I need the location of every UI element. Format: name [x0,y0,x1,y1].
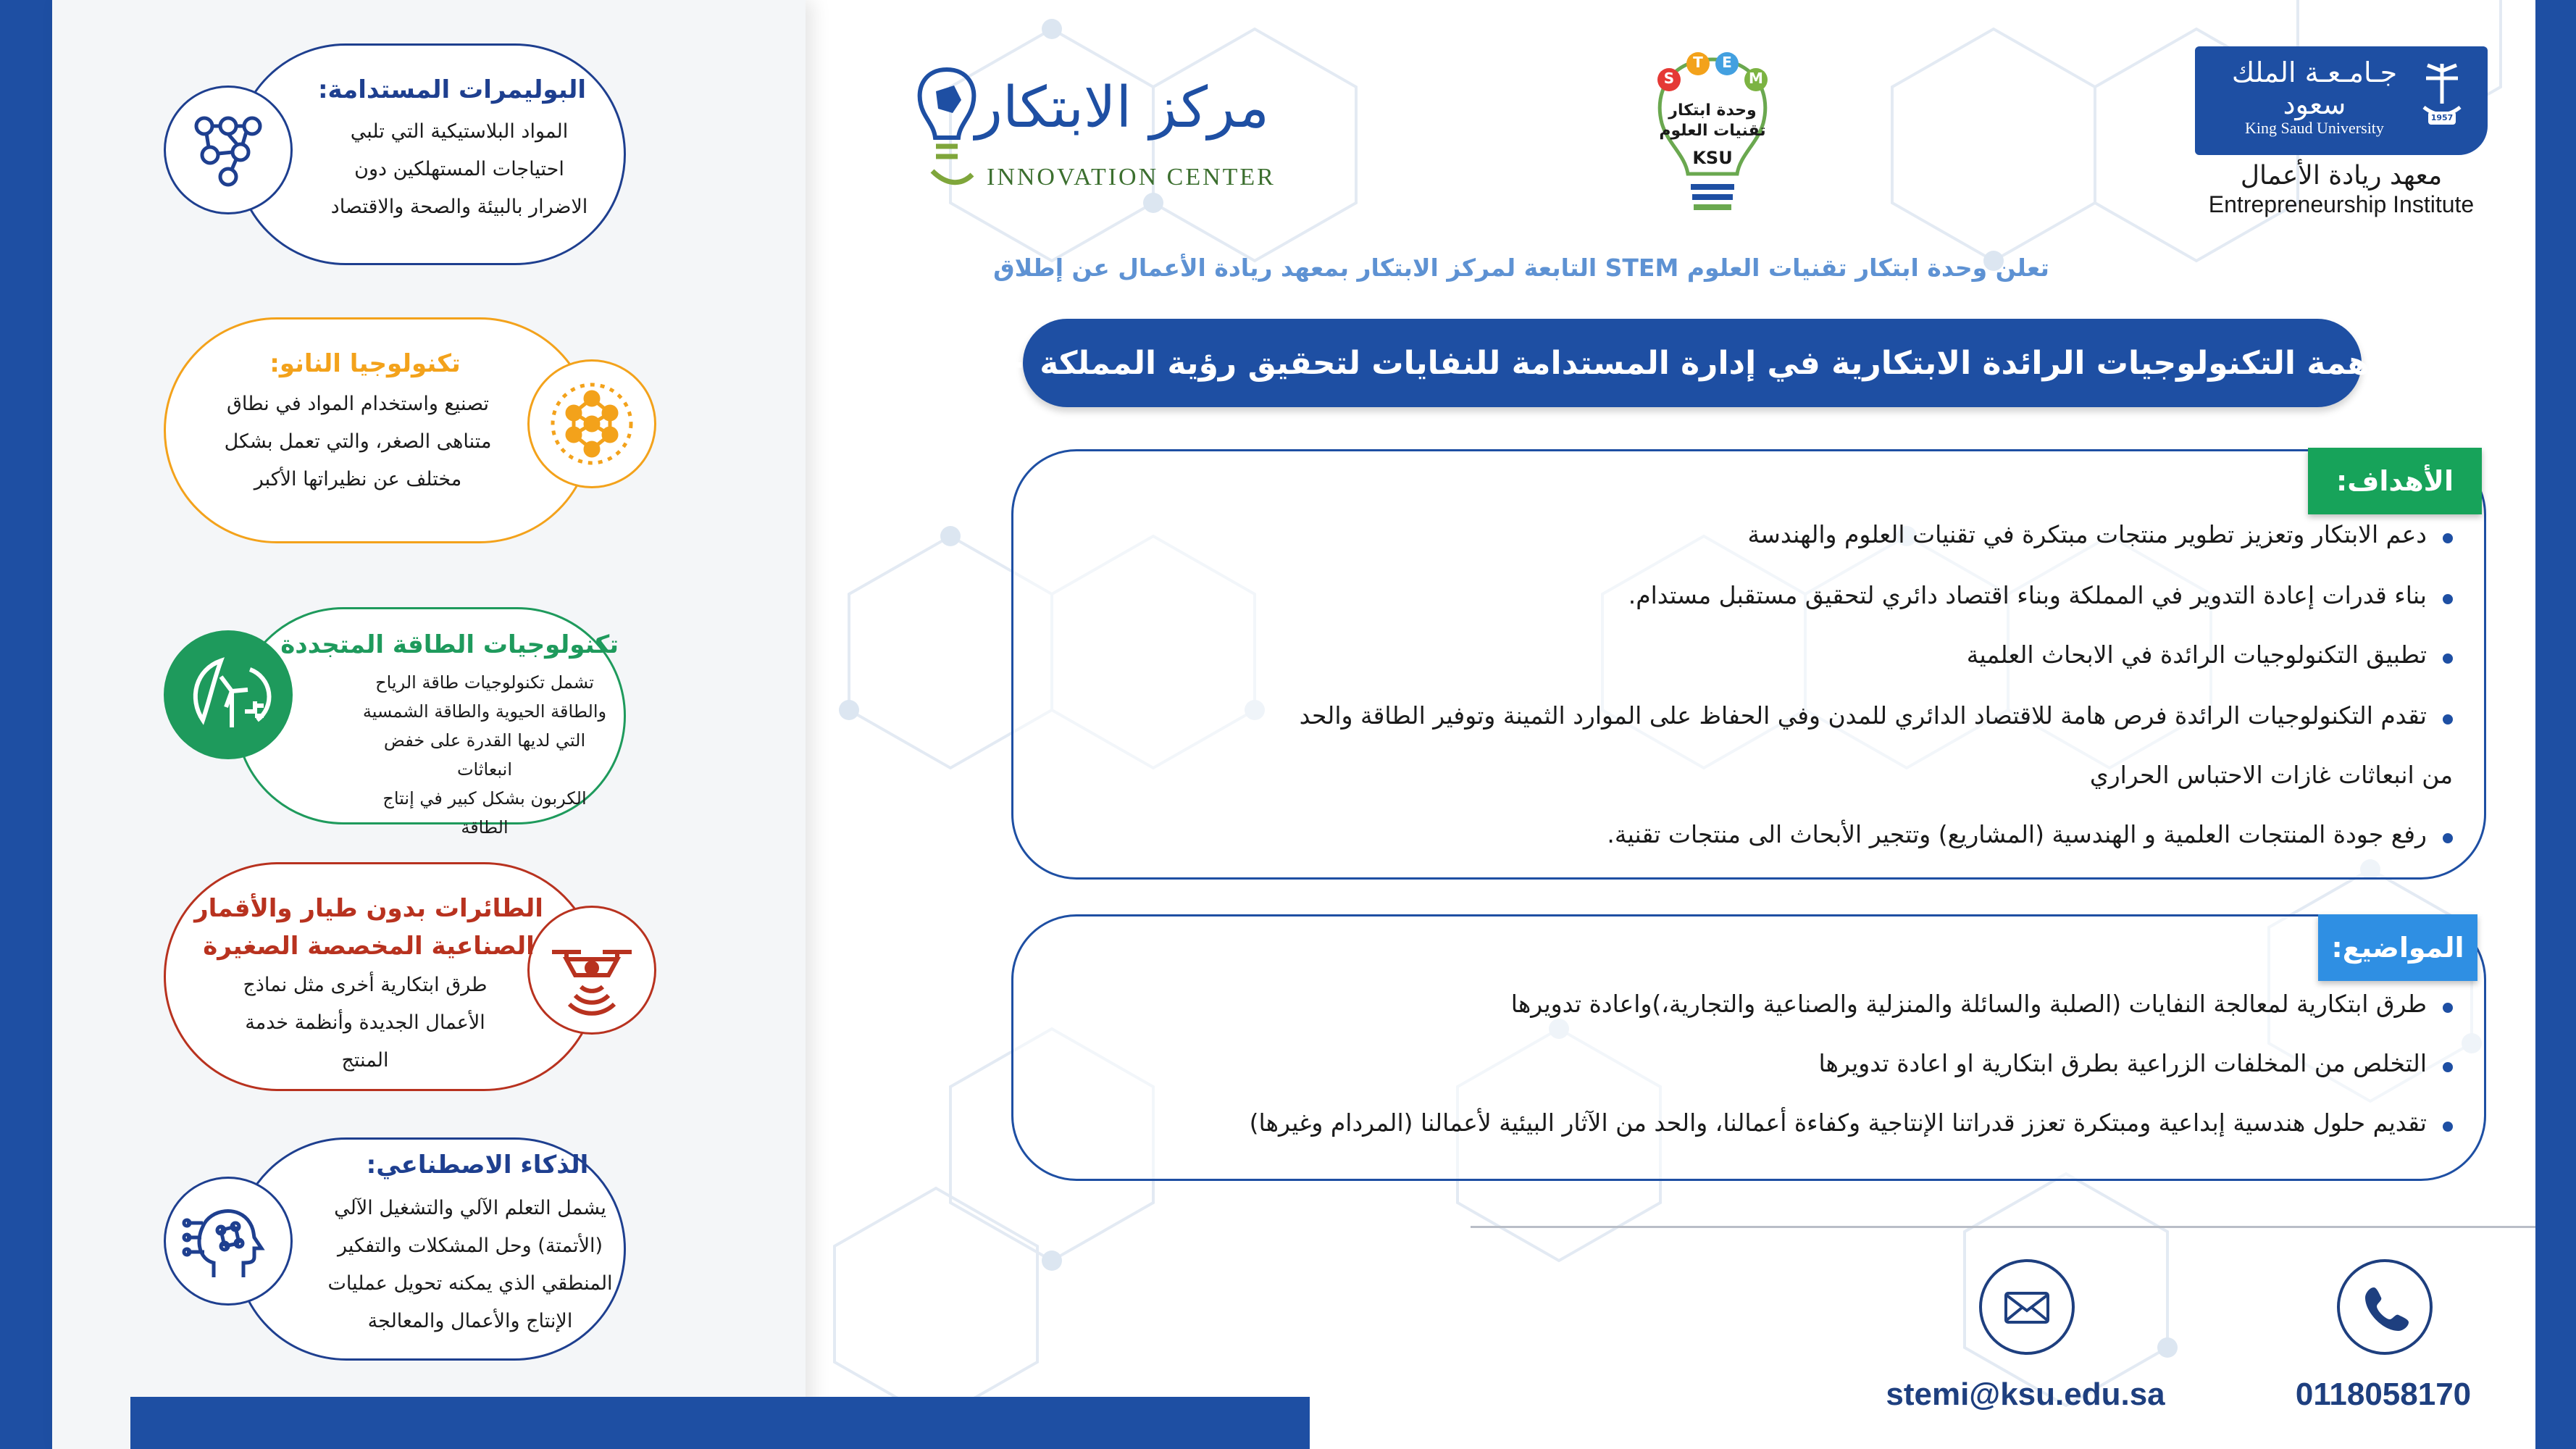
card-drones-satellites [162,861,720,1100]
footer-divider [1471,1226,2535,1228]
goal-item: تطبيق التكنولوجيات الرائدة في الابحاث العلمية [1966,640,2427,669]
card-description [358,668,611,842]
goal-item: تقدم التكنولوجيات الرائدة فرص هامة للاقتصاد الدائري للمدن وفي الحفاظ على الموارد الثمينة وتوفير الطاقة والحد [1299,701,2427,730]
stem-letter: S [1663,70,1675,87]
stem-unit-line: وحدة ابتكار [1668,101,1757,120]
card-title: الذكاء الاصطناعي: [366,1151,589,1179]
nano-network-icon [527,359,656,488]
card-title-line: الصناعية المخصصة الصغيرة [203,932,535,961]
topic-item: طرق ابتكارية لمعالجة النفايات (الصلبة والسائلة والمنزلية والصناعية والتجارية،)واعادة تدويرها [1510,990,2427,1018]
card-line: احتياجات المستهلكين دون [354,158,564,180]
ksu-year: 1957 [2430,113,2454,122]
event-title: مساهمة التكنولوجيات الرائدة الابتكارية في إدارة المستدامة للنفايات لتحقيق رؤية المملكة ٢٠٣٠ [1023,319,2362,407]
topics-label: المواضيع: [2318,914,2477,981]
card-description [206,966,524,1080]
card-title: تكنولوجيات الطاقة المتجددة [280,630,619,659]
card-description [300,113,619,226]
card-line: (الأتمتة) وحل المشكلات والتفكير [337,1235,603,1257]
renewable-energy-icon [164,630,293,759]
card-line: الكربون بشكل كبير في إنتاج الطاقة [382,788,587,838]
card-line: تصنيع واستخدام المواد في نطاق [226,393,490,415]
card-renewable-energy [162,601,720,838]
innovation-center-name-ar: مركز الابتكار [975,75,1269,141]
card-line: مختلف عن نظيراتها الأكبر [254,468,462,490]
card-line: طرق ابتكارية أخرى مثل نماذج [243,974,488,996]
stem-letter: T [1693,54,1703,71]
goal-item-continued: من انبعاثات غازات الاحتباس الحراري [2089,761,2453,789]
topic-item: تقديم حلول هندسية إبداعية ومبتكرة تعزز قدراتنا الإنتاجية وكفاءة أعمالنا، والحد من الآثار البيئية لأعمالنا (المردام وغيرها) [1249,1108,2427,1137]
right-frame-bar [2535,0,2576,1449]
card-line: والطاقة الحيوية والطاقة الشمسية [362,701,607,722]
molecule-icon [164,85,293,214]
email-address[interactable]: stemi@ksu.edu.sa [1886,1377,2165,1412]
goals-label: الأهداف: [2308,448,2482,514]
goal-item: دعم الابتكار وتعزيز تطوير منتجات مبتكرة في تقنيات العلوم والهندسة [1747,520,2427,548]
card-description [184,385,532,498]
innovation-center-logo [914,62,1276,207]
card-title [191,890,546,965]
lightbulb-map-icon [914,62,979,200]
card-nanotechnology [162,312,720,551]
ksu-logo [2195,46,2488,155]
stem-unit-logo [1640,45,1785,219]
ksu-name-en: King Saud University [2245,119,2384,137]
ksu-name-ar: جـامـعـة الملك سعود [2231,57,2398,120]
card-artificial-intelligence [162,1132,720,1371]
card-title-line: الطائرات بدون طيار والأقمار [194,894,543,923]
card-line: التي لديها القدرة على خفض انبعاثات [383,730,586,780]
card-sustainable-polymers [162,38,720,270]
phone-number[interactable]: 0118058170 [2295,1377,2472,1412]
topic-item: التخلص من المخلفات الزراعية بطرق ابتكارية او اعادة تدويرها [1818,1049,2427,1077]
card-description [314,1190,626,1340]
institute-name-ar: معهد ريادة الأعمال [2240,161,2443,191]
card-line: المنتج [341,1049,389,1072]
sidebar-panel [52,0,806,1449]
card-line: متناهى الصغر، والتي تعمل بشكل [224,430,492,453]
stem-letter: E [1722,54,1732,71]
card-line: الإنتاج والأعمال والمعالجة [367,1310,573,1332]
drone-icon [527,906,656,1035]
announcement-text: تعلن وحدة ابتكار تقنيات العلوم STEM التابعة لمركز الابتكار بمعهد ريادة الأعمال عن إطلاق [993,254,2049,282]
ai-head-icon [164,1177,293,1306]
left-frame-bar [0,0,52,1449]
card-line: يشمل التعلم الآلي والتشغيل الآلي [334,1197,606,1219]
stem-unit-line: تقنيات العلوم [1659,122,1766,140]
card-line: الاضرار بالبيئة والصحة والاقتصاد [330,196,588,218]
stem-letter: M [1749,70,1763,87]
card-line: تشمل تكنولوجيات طاقة الرياح [375,672,594,693]
goal-item: رفع جودة المنتجات العلمية و الهندسية (المشاريع) وتتجير الأبحاث الى منتجات تقنية. [1607,820,2427,848]
stem-ksu: KSU [1692,148,1733,168]
goal-item: بناء قدرات إعادة التدوير في المملكة وبناء اقتصاد دائري لتحقيق مستقبل مستدام. [1628,581,2427,609]
card-title: تكنولوجيا النانو: [269,349,461,378]
email-icon[interactable] [1979,1259,2075,1355]
institute-name-en: Entrepreneurship Institute [2208,191,2475,217]
goals-list [1043,507,2453,855]
card-title: البوليمرات المستدامة: [317,75,587,104]
card-line: المنطقي الذي يمكنه تحويل عمليات [327,1272,613,1295]
card-line: المواد البلاستيكية التي تلبي [350,120,569,143]
phone-icon[interactable] [2337,1259,2433,1355]
topics-list [1043,982,2427,1156]
innovation-center-name-en: INNOVATION CENTER [987,164,1276,191]
bottom-bar [130,1397,1310,1449]
card-line: الأعمال الجديدة وأنظمة خدمة [245,1011,485,1034]
